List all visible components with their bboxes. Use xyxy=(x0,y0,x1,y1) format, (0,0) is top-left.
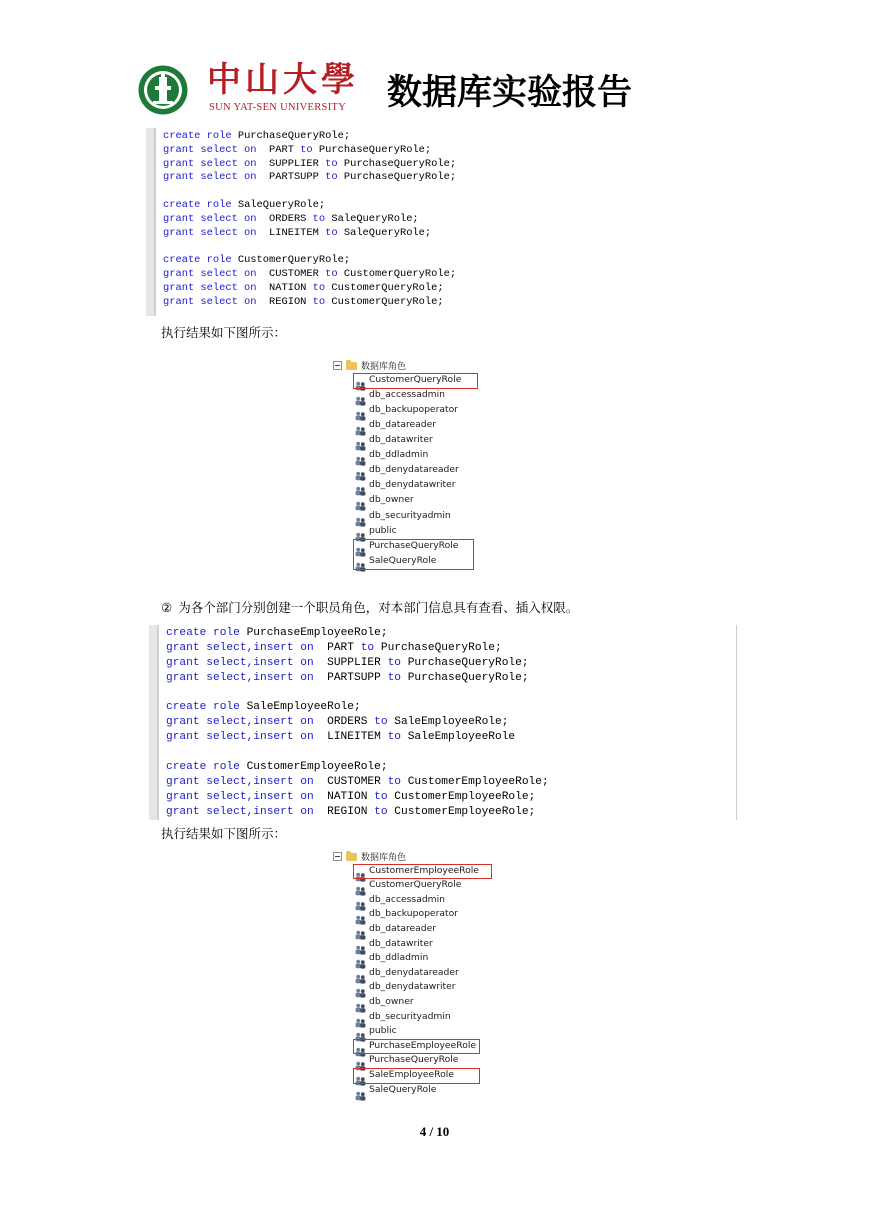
code-line xyxy=(166,805,737,820)
database-role-icon xyxy=(355,896,366,906)
code-gutter-divider xyxy=(157,625,159,820)
sql-keyword: to xyxy=(325,226,338,239)
sql-text: NATION xyxy=(313,790,375,803)
sql-keyword: grant select on xyxy=(163,295,257,308)
code-line xyxy=(163,282,462,296)
database-role-icon xyxy=(355,1013,366,1023)
role-label: db_denydatareader xyxy=(369,464,459,476)
sql-keyword: create role xyxy=(166,701,240,714)
sql-text: CustomerQueryRole; xyxy=(231,254,351,267)
role-label: db_owner xyxy=(369,494,414,506)
sql-text: LINEITEM xyxy=(256,226,326,239)
sql-keyword: grant select,insert on xyxy=(166,805,314,818)
code-line xyxy=(166,700,737,715)
sql-text: ORDERS xyxy=(313,716,375,729)
role-label: public xyxy=(369,524,397,536)
code-gutter xyxy=(146,128,154,316)
sql-text: CustomerEmployeeRole; xyxy=(239,761,388,774)
sql-keyword: to xyxy=(387,731,401,744)
database-role-icon xyxy=(355,496,366,506)
role-label: SaleQueryRole xyxy=(369,554,437,566)
sql-code-block-2 xyxy=(149,625,737,820)
role-label: db_ddladmin xyxy=(369,449,429,461)
sql-keyword: grant select on xyxy=(163,143,257,156)
role-label: db_securityadmin xyxy=(369,509,451,521)
tree-root-label: 数据库角色 xyxy=(361,362,407,372)
code-line xyxy=(163,213,462,227)
sql-keyword: grant select,insert on xyxy=(166,671,314,684)
sql-text: CustomerEmployeeRole; xyxy=(387,805,536,818)
sql-keyword: create role xyxy=(166,761,240,774)
code-line xyxy=(166,730,737,745)
role-label: db_datawriter xyxy=(369,937,433,949)
role-label: db_datawriter xyxy=(369,434,433,446)
code-gutter-divider xyxy=(154,128,156,316)
code-line xyxy=(163,240,462,254)
database-role-icon xyxy=(355,1027,366,1037)
role-label: CustomerQueryRole xyxy=(369,374,462,386)
university-emblem-icon xyxy=(137,64,189,116)
result-caption-1: 执行结果如下图所示： xyxy=(161,325,287,340)
sql-keyword: grant select on xyxy=(163,267,257,280)
code-line xyxy=(166,626,737,641)
role-label: PurchaseEmployeeRole xyxy=(369,1039,477,1051)
role-label: db_backupoperator xyxy=(369,908,458,920)
role-label: db_denydatawriter xyxy=(369,479,456,491)
sql-keyword: grant select on xyxy=(163,157,257,170)
sql-keyword: grant select on xyxy=(163,171,257,184)
sql-keyword: to xyxy=(387,775,401,788)
sql-text: PARTSUPP xyxy=(256,171,326,184)
sql-text: SaleQueryRole; xyxy=(337,226,432,239)
sql-keyword: to xyxy=(325,171,338,184)
sql-keyword: create role xyxy=(166,627,240,639)
role-label: db_ddladmin xyxy=(369,952,429,964)
highlight-box xyxy=(353,1039,480,1055)
sql-keyword: to xyxy=(374,790,388,803)
database-role-icon xyxy=(355,406,366,416)
role-label: CustomerEmployeeRole xyxy=(369,864,479,876)
role-label: db_owner xyxy=(369,996,414,1007)
sql-text: PurchaseQueryRole; xyxy=(337,171,457,184)
sql-text: PurchaseQueryRole; xyxy=(312,143,432,156)
code-line xyxy=(166,775,737,790)
code-line xyxy=(163,254,462,268)
sql-keyword: grant select on xyxy=(163,212,257,225)
code-line xyxy=(163,185,462,199)
sql-keyword: to xyxy=(312,281,326,294)
sql-text: PurchaseQueryRole; xyxy=(401,671,529,684)
role-label: db_accessadmin xyxy=(369,389,446,401)
step-2-marker: ② xyxy=(161,600,173,615)
database-role-icon xyxy=(355,881,366,891)
code-line xyxy=(163,158,462,172)
role-label: db_datareader xyxy=(369,419,437,431)
code-line xyxy=(166,715,737,730)
sql-keyword: grant select on xyxy=(163,281,257,294)
code-line xyxy=(166,671,737,686)
report-title: 数据库实验报告 xyxy=(387,73,633,113)
highlight-box xyxy=(353,373,478,389)
sql-keyword: create role xyxy=(163,198,232,211)
database-role-icon xyxy=(355,969,366,979)
role-label: db_backupoperator xyxy=(369,404,458,416)
role-label: db_datareader xyxy=(369,923,437,934)
role-label: CustomerQueryRole xyxy=(369,879,462,891)
page-number: 4 / 10 xyxy=(419,1124,450,1139)
code-line xyxy=(163,296,462,310)
code-line xyxy=(163,268,462,282)
code-line xyxy=(163,171,462,185)
code-line xyxy=(166,760,737,775)
sql-keyword: grant select,insert on xyxy=(166,790,314,803)
university-name-english: SUN YAT-SEN UNIVERSITY xyxy=(209,102,347,113)
database-role-icon xyxy=(355,421,366,431)
sql-keyword: to xyxy=(312,212,326,225)
sql-keyword: grant select on xyxy=(163,226,257,239)
folder-icon xyxy=(346,362,357,370)
role-label: db_denydatareader xyxy=(369,966,459,978)
sql-keyword: to xyxy=(312,295,326,308)
sql-keyword: grant select,insert on xyxy=(166,731,314,744)
code-line xyxy=(166,790,737,805)
sql-text: SUPPLIER xyxy=(313,656,388,669)
role-label: PurchaseQueryRole xyxy=(369,539,459,551)
sql-text: CUSTOMER xyxy=(313,775,388,788)
sql-text: SUPPLIER xyxy=(256,157,326,170)
database-role-icon xyxy=(355,436,366,446)
code-line xyxy=(166,686,737,701)
database-role-icon xyxy=(355,451,366,461)
sql-text: SaleEmployeeRole; xyxy=(387,716,509,729)
code-lines xyxy=(166,626,737,820)
database-role-icon xyxy=(355,512,366,522)
sql-keyword: to xyxy=(360,641,375,654)
code-gutter xyxy=(149,625,157,820)
sql-text: CustomerQueryRole; xyxy=(337,267,457,280)
database-role-icon xyxy=(355,1056,366,1066)
step-2-text: 为各个部门分别创建一个职员角色，对本部门信息具有查看、插入权限。 xyxy=(178,600,579,615)
database-role-icon xyxy=(355,910,366,920)
sql-keyword: grant select,insert on xyxy=(166,716,314,729)
sql-text: PART xyxy=(256,143,301,156)
university-name-chinese: 中山大學 xyxy=(207,60,359,100)
result-caption-2: 执行结果如下图所示： xyxy=(161,826,287,841)
sql-text: CustomerQueryRole; xyxy=(325,295,444,308)
role-label: public xyxy=(369,1025,397,1037)
code-line xyxy=(163,130,462,144)
code-line xyxy=(166,656,737,671)
code-lines xyxy=(163,130,462,309)
sql-keyword: to xyxy=(300,143,313,156)
sql-text: PurchaseEmployeeRole; xyxy=(239,627,388,639)
folder-icon xyxy=(346,853,357,861)
database-role-icon xyxy=(355,391,366,401)
sql-text: REGION xyxy=(313,805,375,818)
sql-text: CustomerEmployeeRole; xyxy=(401,775,549,788)
database-role-icon xyxy=(355,481,366,491)
sql-keyword: to xyxy=(374,805,388,818)
sql-text: CustomerQueryRole; xyxy=(325,281,444,294)
database-role-icon xyxy=(355,998,366,1008)
sql-text: PurchaseQueryRole; xyxy=(401,656,529,669)
sql-keyword: create role xyxy=(163,130,232,142)
sql-text: LINEITEM xyxy=(313,731,388,744)
role-label: db_accessadmin xyxy=(369,893,446,905)
tree-root-label: 数据库角色 xyxy=(361,853,407,863)
code-line xyxy=(163,227,462,241)
sql-text: PurchaseQueryRole; xyxy=(374,641,502,654)
database-role-icon xyxy=(355,925,366,935)
sql-keyword: grant select,insert on xyxy=(166,775,314,788)
sql-text: CUSTOMER xyxy=(256,267,326,280)
database-role-icon xyxy=(355,466,366,476)
sql-keyword: to xyxy=(374,716,388,729)
sql-text: PurchaseQueryRole; xyxy=(337,157,457,170)
code-line xyxy=(163,199,462,213)
sql-keyword: to xyxy=(387,671,401,684)
sql-keyword: to xyxy=(325,267,338,280)
code-line xyxy=(163,144,462,158)
database-role-icon xyxy=(355,983,366,993)
step-2-description xyxy=(161,599,578,617)
highlight-box xyxy=(353,864,492,880)
sql-text: CustomerEmployeeRole; xyxy=(387,790,536,803)
sql-text: SaleEmployeeRole xyxy=(401,731,516,744)
role-label: PurchaseQueryRole xyxy=(369,1054,459,1066)
sql-keyword: to xyxy=(325,157,338,170)
role-label: db_denydatawriter xyxy=(369,981,456,993)
database-role-icon xyxy=(355,1086,366,1096)
sql-text: PurchaseQueryRole; xyxy=(231,130,351,142)
collapse-toggle-icon[interactable] xyxy=(333,361,342,370)
sql-text: ORDERS xyxy=(256,212,313,225)
sql-text: PART xyxy=(313,641,361,654)
sql-text: NATION xyxy=(256,281,313,294)
code-line xyxy=(166,745,737,760)
sql-text: REGION xyxy=(256,295,313,308)
sql-text: SaleQueryRole; xyxy=(325,212,419,225)
role-label: SaleQueryRole xyxy=(369,1083,437,1095)
database-role-icon xyxy=(355,527,366,537)
collapse-toggle-icon[interactable] xyxy=(333,852,342,861)
highlight-box xyxy=(353,539,474,570)
database-role-icon xyxy=(355,954,366,964)
database-role-icon xyxy=(355,940,366,950)
highlight-box xyxy=(353,1068,480,1084)
sql-text: SaleQueryRole; xyxy=(231,198,326,211)
code-line xyxy=(166,641,737,656)
sql-text: SaleEmployeeRole; xyxy=(239,701,361,714)
sql-keyword: grant select,insert on xyxy=(166,656,314,669)
role-label: db_securityadmin xyxy=(369,1010,451,1022)
sql-text: PARTSUPP xyxy=(313,671,388,684)
sql-keyword: create role xyxy=(163,254,232,267)
sql-code-block-1 xyxy=(146,128,462,316)
sql-keyword: to xyxy=(387,656,401,669)
sql-keyword: grant select,insert on xyxy=(166,641,314,654)
role-label: SaleEmployeeRole xyxy=(369,1069,454,1080)
